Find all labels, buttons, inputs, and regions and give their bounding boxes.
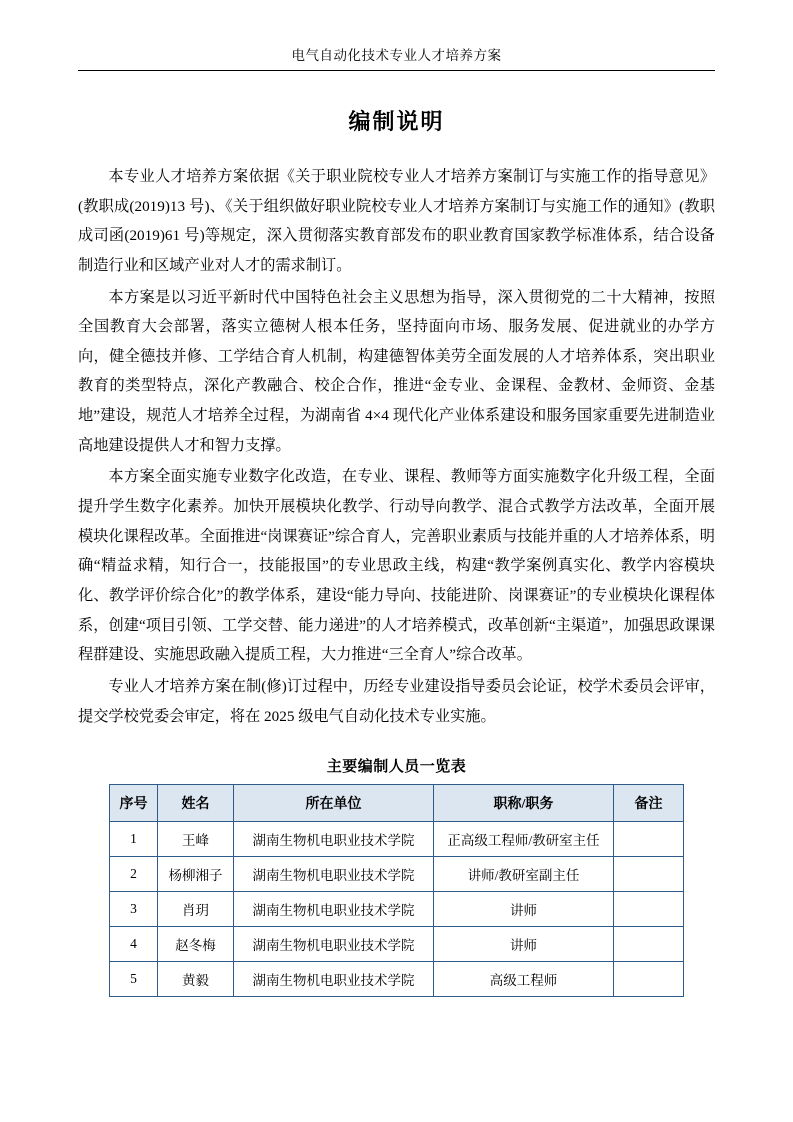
column-header-no: 序号	[110, 785, 158, 822]
running-header: 电气自动化技术专业人才培养方案	[78, 44, 715, 71]
cell-title: 高级工程师	[434, 962, 614, 997]
cell-name: 杨柳湘子	[158, 857, 234, 892]
cell-unit: 湖南生物机电职业技术学院	[234, 927, 434, 962]
cell-remark	[614, 822, 684, 857]
page-title: 编制说明	[348, 109, 445, 134]
table-row	[110, 822, 684, 857]
cell-no: 4	[110, 927, 158, 962]
column-header-unit: 所在单位	[234, 785, 434, 822]
table-caption: 主要编制人员一览表	[326, 759, 467, 776]
cell-no: 3	[110, 892, 158, 927]
table-row	[110, 927, 684, 962]
paragraph-3: 本方案全面实施专业数字化改造，在专业、课程、教师等方面实施数字化升级工程，全面提升学生数字化素养。加快开展模块化教学、行动导向教学、混合式教学方法改革，全面开展模块化课程改革。全面推进“岗课赛证”综合育人，完善职业素质与技能并重的人才培养体系，明确“精益求精，知行合一，技能报国”的专业思政主线，构建“教学案例真实化、教学内容模块化、教学评价综合化”的教学体系，建设“能力导向、技能进阶、岗课赛证”的专业模块化课程体系，创建“项目引领、工学交替、能力递进”的人才培养模式，改革创新“主渠道”，加强思政课课程群建设、实施思政融入提质工程，大力推进“三全育人”综合改革。	[78, 468, 715, 664]
cell-remark	[614, 857, 684, 892]
staff-table	[109, 784, 684, 997]
paragraph-4: 专业人才培养方案在制(修)订过程中，历经专业建设指导委员会论证，校学术委员会评审，提交学校党委会审定，将在 2025 级电气自动化技术专业实施。	[78, 677, 715, 725]
cell-title: 讲师	[434, 892, 614, 927]
column-header-title: 职称/职务	[434, 785, 614, 822]
cell-title: 讲师	[434, 927, 614, 962]
cell-unit: 湖南生物机电职业技术学院	[234, 892, 434, 927]
table-row	[110, 857, 684, 892]
cell-name: 肖玥	[158, 892, 234, 927]
cell-remark	[614, 892, 684, 927]
table-header-row	[110, 785, 684, 822]
table-row	[110, 962, 684, 997]
cell-name: 黄毅	[158, 962, 234, 997]
table-row	[110, 892, 684, 927]
cell-unit: 湖南生物机电职业技术学院	[234, 822, 434, 857]
cell-remark	[614, 962, 684, 997]
cell-unit: 湖南生物机电职业技术学院	[234, 857, 434, 892]
cell-title: 讲师/教研室副主任	[434, 857, 614, 892]
cell-no: 1	[110, 822, 158, 857]
cell-unit: 湖南生物机电职业技术学院	[234, 962, 434, 997]
column-header-remark: 备注	[614, 785, 684, 822]
column-header-name: 姓名	[158, 785, 234, 822]
cell-name: 王峰	[158, 822, 234, 857]
cell-no: 2	[110, 857, 158, 892]
cell-title: 正高级工程师/教研室主任	[434, 822, 614, 857]
cell-no: 5	[110, 962, 158, 997]
cell-name: 赵冬梅	[158, 927, 234, 962]
paragraph-2: 本方案是以习近平新时代中国特色社会主义思想为指导，深入贯彻党的二十大精神，按照全国教育大会部署，落实立德树人根本任务，坚持面向市场、服务发展、促进就业的办学方向，健全德技并修、工学结合育人机制，构建德智体美劳全面发展的人才培养体系，突出职业教育的类型特点，深化产教融合、校企合作，推进“金专业、金课程、金教材、金师资、金基地”建设，规范人才培养全过程，为湖南省 4×4 现代化产业体系建设和服务国家重要先进制造业高地建设提供人才和智力支撑。	[78, 288, 715, 454]
paragraph-1: 本专业人才培养方案依据《关于职业院校专业人才培养方案制订与实施工作的指导意见》(教职成(2019)13 号)、《关于组织做好职业院校专业人才培养方案制订与实施工作的通知》(教职成司函(2019)61 号)等规定，深入贯彻落实教育部发布的职业教育国家教学标准体系，结合设备制造行业和区域产业对人才的需求制订。	[78, 168, 715, 274]
cell-remark	[614, 927, 684, 962]
